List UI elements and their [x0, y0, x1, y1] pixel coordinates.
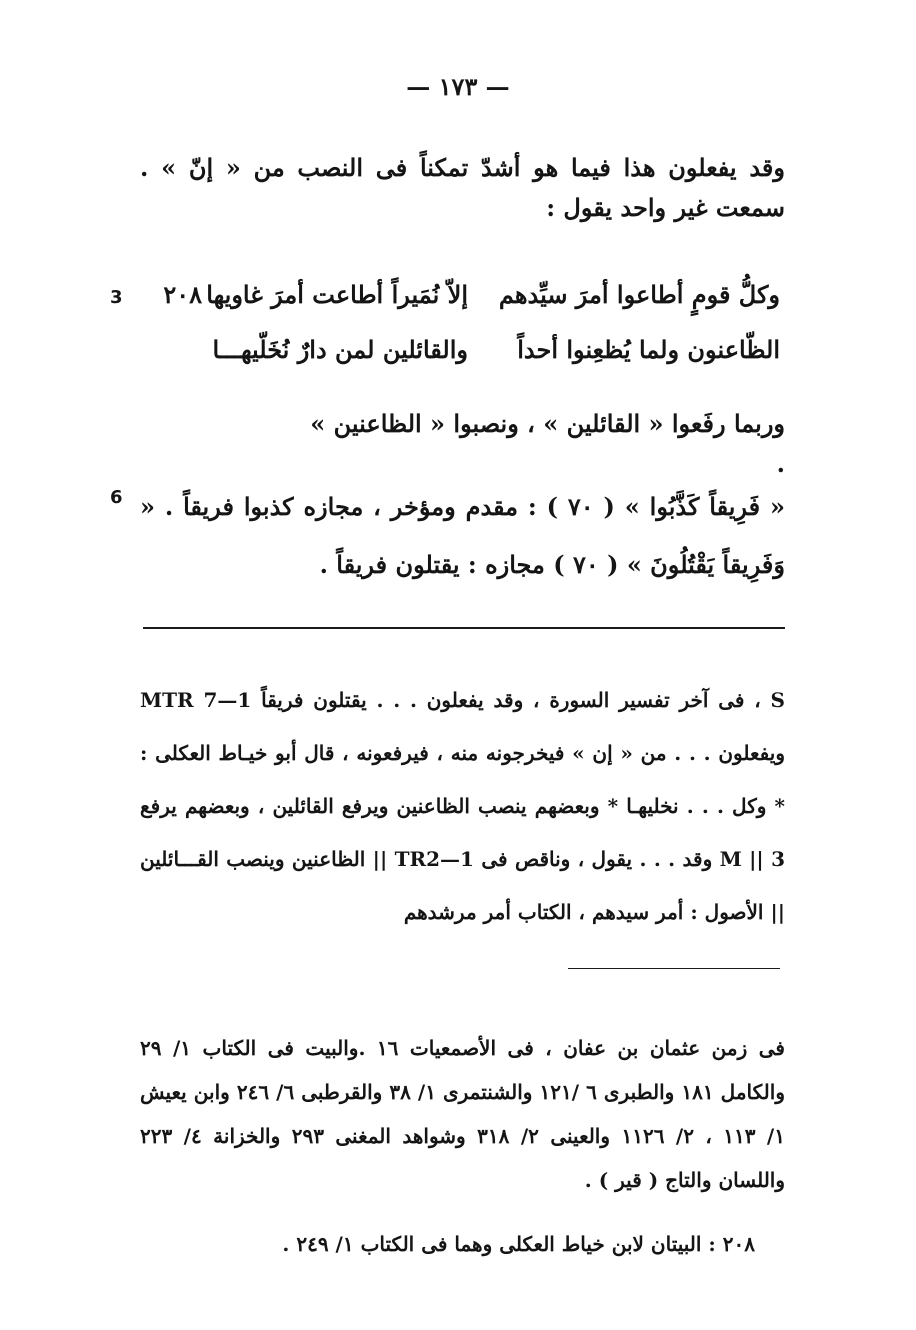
footnote-2: ٢٠٨ : البيتان لابن خياط العكلى وهما فى الكتاب ١/ ٢٤٩ . [282, 1232, 755, 1256]
verse-2-second-hemistich: والقائلين لمن دارٌ نُخَلّيهـــا [212, 335, 468, 364]
verse-1-second-hemistich: إلاّ نُمَيراً أطاعت أمرَ غاويها [206, 280, 468, 309]
page-number: — ١٧٣ — [406, 72, 510, 101]
verse-1-first-hemistich: وكلُّ قومٍ أطاعوا أمرَ سيِّدهم [498, 280, 780, 309]
paragraph-1: وقد يفعلون هذا فيما هو أشدّ تمكناً فى النصب من « إنّ » . سمعت غير واحد يقول : [140, 153, 785, 222]
verse-2-first-hemistich: الظّاعنون ولما يُظعِنوا أحداً [517, 335, 780, 364]
critical-apparatus: MTR 7—1 فى آخر تفسير السورة ، وقد يفعلون . . . يقتلون فريقاً ، S ويفعلون . . . من « إن » فيخرجونه منه ، فيرفعونه ، قال أبو خيـاط العكلى : * وكل . . . نخليهـا * وبعضهم ينصب الظاعنين ويرفع القائلين ، وبعضهم يرفع الظاعنين وينصب القـــائلين || TR2—1 وقد . . . يقول ، وناقص فى M || 3 الأصول : أمر سيدهم ، الكتاب أمر مرشدهم || [140, 688, 785, 924]
separator-rule [143, 627, 785, 629]
footnote-rule [568, 968, 780, 969]
footnote-1: فى زمن عثمان بن عفان ، فى الأصمعيات ١٦ .والبيت فى الكتاب ١/ ٢٩ والكامل ١٨١ والطبرى ٦ /١٢١ والشنتمرى ١/ ٣٨ والقرطبى ٦/ ٢٤٦ وابن يعيش ١/ ١١٣ ، ٢/ ١١٢٦ والعينى ٢/ ٣١٨ وشواهد المغنى ٢٩٣ والخزانة ٤/ ٢٢٣ واللسان والتاج ( قير ) . [140, 1036, 785, 1192]
verse-number: ٢٠٨ [163, 280, 202, 309]
line-number: 3 [110, 287, 123, 308]
paragraph-3: « فَرِيقاً كَذَّبُوا » ( ٧٠ ) : مقدم ومؤخر ، مجازه كذبوا فريقاً . « وَفَرِيقاً يَقْتُلُونَ » ( ٧٠ ) مجازه : يقتلون فريقاً . [140, 492, 786, 579]
paragraph-2: وربما رفَعوا « القائلين » ، ونصبوا « الظاعنين » . [310, 409, 785, 478]
line-number: 6 [110, 487, 123, 508]
